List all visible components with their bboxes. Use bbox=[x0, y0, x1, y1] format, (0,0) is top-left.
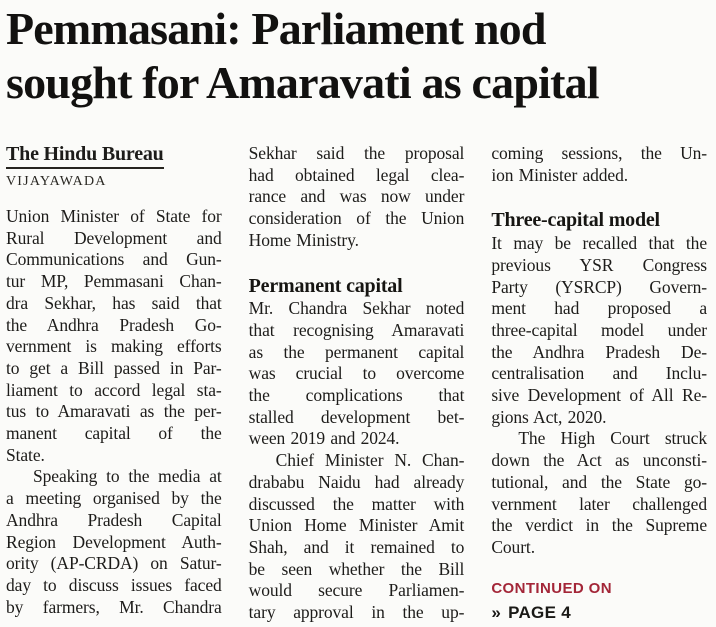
headline-line: Pemmasani: Parliament nod bbox=[6, 3, 546, 54]
text-line: coming sessions, the Un- bbox=[491, 143, 707, 163]
text-line: tus to Amaravati as the per- bbox=[6, 401, 222, 422]
paragraph bbox=[491, 428, 707, 558]
text-line: tutional, and the State go- bbox=[491, 471, 707, 492]
text-line: stalled development bet- bbox=[248, 406, 465, 427]
text-line: Court. bbox=[491, 536, 535, 557]
text-line: Rural Development and bbox=[6, 227, 222, 248]
dateline: VIJAYAWADA bbox=[6, 174, 107, 189]
paragraph bbox=[249, 298, 465, 450]
text-line: It may be recalled that the bbox=[491, 233, 707, 254]
text-line: Home Ministry. bbox=[248, 229, 359, 250]
text-line: gions Act, 2020. bbox=[491, 406, 607, 427]
text-line: discussed the matter with bbox=[248, 493, 465, 514]
section-heading-permanent-capital: Permanent capital bbox=[248, 274, 403, 297]
text-line: vernment is making efforts bbox=[6, 336, 222, 357]
text-line: the Andhra Pradesh Go- bbox=[6, 314, 222, 335]
page-4-label: PAGE 4 bbox=[508, 602, 571, 622]
text-line: sive Development of All Re- bbox=[491, 385, 707, 406]
byline bbox=[6, 143, 222, 190]
text-line: ority (AP-CRDA) on Satur- bbox=[6, 553, 222, 574]
article-headline bbox=[6, 2, 707, 110]
text-line: The High Court struck bbox=[518, 428, 707, 449]
double-chevron-icon: » bbox=[491, 602, 502, 622]
text-line: Shah, and it remained to bbox=[248, 536, 465, 557]
text-line: Region Development Auth- bbox=[6, 531, 222, 552]
paragraph bbox=[6, 206, 222, 466]
paragraph bbox=[249, 143, 465, 252]
text-line: day to discuss issues faced bbox=[6, 574, 222, 595]
text-line: the verdict in the Supreme bbox=[491, 515, 707, 536]
text-line: Mr. Chandra Sekhar noted bbox=[248, 298, 465, 319]
text-line: consideration of the Union bbox=[248, 208, 465, 229]
text-line: Chief Minister N. Chan- bbox=[275, 450, 465, 471]
text-line: by farmers, Mr. Chandra bbox=[6, 596, 222, 617]
text-line: Communications and Gun- bbox=[6, 249, 222, 270]
text-line: would secure Parliamen- bbox=[248, 580, 465, 601]
paragraph bbox=[249, 450, 465, 624]
column-2 bbox=[249, 143, 465, 624]
article-columns bbox=[6, 143, 707, 624]
column-3 bbox=[491, 143, 707, 624]
text-line: be seen whether the Bill bbox=[248, 558, 465, 579]
text-line: manent capital of the bbox=[6, 423, 222, 444]
paragraph bbox=[491, 233, 707, 428]
text-line: was crucial to overcome bbox=[248, 363, 465, 384]
paragraph bbox=[491, 143, 707, 186]
section-heading-three-capital-model: Three-capital model bbox=[491, 209, 660, 232]
text-line: down the Act as unconsti- bbox=[491, 450, 707, 471]
text-line: Union Home Minister Amit bbox=[248, 515, 465, 536]
text-line: State. bbox=[6, 444, 45, 465]
text-line: Sekhar said the proposal bbox=[248, 143, 465, 163]
page-4-ref bbox=[491, 603, 707, 623]
paragraph bbox=[6, 466, 222, 618]
text-line: ween 2019 and 2024. bbox=[248, 428, 400, 449]
text-line: as the permanent capital bbox=[248, 341, 465, 362]
text-line: that recognising Amaravati bbox=[248, 319, 465, 340]
text-line: tur MP, Pemmasani Chan- bbox=[6, 271, 222, 292]
byline-author: The Hindu Bureau bbox=[6, 143, 164, 169]
text-line: previous YSR Congress bbox=[491, 254, 707, 275]
text-line: had obtained legal clea- bbox=[248, 164, 465, 185]
column-1 bbox=[6, 143, 222, 624]
text-line: the complications that bbox=[248, 385, 465, 406]
text-line: Andhra Pradesh Capital bbox=[6, 509, 222, 530]
text-line: Speaking to the media at bbox=[33, 466, 222, 487]
text-line: centralisation and Inclu- bbox=[491, 363, 707, 384]
text-line: ment had proposed a bbox=[491, 298, 707, 319]
headline-line: sought for Amaravati as capital bbox=[6, 57, 599, 108]
text-line: vernment later challenged bbox=[491, 493, 707, 514]
text-line: ion Minister added. bbox=[491, 164, 629, 185]
text-line: liament to accord legal sta- bbox=[6, 379, 222, 400]
text-line: tary approval in the up- bbox=[248, 602, 465, 623]
text-line: drababu Naidu had already bbox=[248, 471, 465, 492]
text-line: rance and was now under bbox=[248, 186, 465, 207]
text-line: the Andhra Pradesh De- bbox=[491, 341, 707, 362]
text-line: Union Minister of State for bbox=[6, 206, 222, 226]
text-line: three-capital model under bbox=[491, 319, 707, 340]
continued-on-link[interactable] bbox=[491, 580, 707, 623]
continued-on-label: CONTINUED ON bbox=[491, 579, 612, 597]
text-line: dra Sekhar, has said that bbox=[6, 292, 222, 313]
text-line: to get a Bill passed in Par- bbox=[6, 357, 222, 378]
text-line: a meeting organised by the bbox=[6, 488, 222, 509]
text-line: Party (YSRCP) Govern- bbox=[491, 276, 707, 297]
